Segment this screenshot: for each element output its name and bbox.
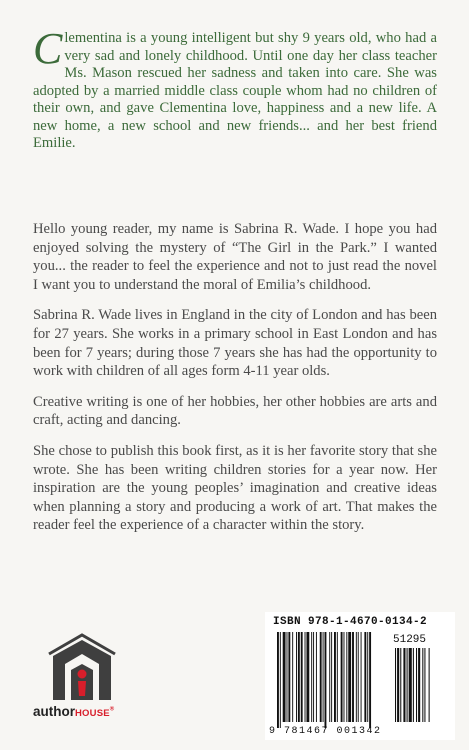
barcode-addon-bar — [409, 648, 412, 722]
isbn-number: ISBN 978-1-4670-0134-2 — [273, 616, 428, 628]
publisher-logo — [33, 630, 148, 725]
barcode-addon-bar — [418, 648, 420, 722]
barcode-bar — [316, 632, 317, 722]
barcode-bar — [296, 632, 297, 722]
bio-paragraph: Hello young reader, my name is Sabrina R. Wade. I hope you had enjoyed solving the mystery of “The Girl in the Park.” I wanted you... the reader to feel the experience and not to just read the novel I want you to understand the moral of Emilia’s childhood. — [33, 221, 437, 293]
barcode-addon-bar — [395, 648, 396, 722]
barcode-bar — [337, 632, 338, 722]
publisher-wordmark — [33, 704, 114, 719]
barcode-addon-bar — [403, 648, 405, 722]
barcode-bar — [301, 632, 303, 722]
registered-mark: ® — [109, 706, 115, 713]
bio-paragraph: She chose to publish this book first, as it is her favorite story that she wrote. She has been writing children stories for a year now. Her inspiration are the young peoples’ imagination and creative ideas when planning a story and producing a work of art. That makes the reader feel the experience of a character within the story. — [33, 442, 437, 534]
barcode-bar — [356, 632, 357, 722]
barcode-bar — [298, 632, 300, 722]
barcode-bar — [313, 632, 314, 722]
barcode-bar — [367, 632, 368, 722]
barcode-bar — [329, 632, 330, 722]
barcode-bar — [287, 632, 288, 722]
barcode-bar — [323, 632, 324, 722]
barcode-bar — [277, 632, 279, 728]
barcode-bar — [331, 632, 332, 722]
barcode-bar — [305, 632, 306, 722]
barcode-bar — [358, 632, 359, 722]
bio-paragraph: Sabrina R. Wade lives in England in the city of London and has been for 27 years. She works in a primary school in East London and has been for 7 years; during those 7 years she has had the opportunity to work with children of all ages form 4-11 year olds. — [33, 307, 437, 380]
publisher-name-author: author — [33, 704, 75, 719]
barcode-addon-bar — [407, 648, 408, 722]
barcode-addon-bar — [400, 648, 401, 722]
barcode-addon-bar — [429, 648, 430, 722]
barcode-bar — [334, 632, 336, 722]
barcode-addon-bar — [424, 648, 425, 722]
author-bio — [33, 220, 437, 547]
barcode-bar — [283, 632, 286, 722]
barcode-addon-bar — [416, 648, 417, 722]
barcode-bar — [320, 632, 322, 722]
barcode-addon-bar — [397, 648, 399, 722]
barcode-bar — [346, 632, 347, 722]
barcode-area — [265, 612, 455, 740]
ean-digits: 9 781467 001342 — [269, 726, 382, 737]
barcode-bar — [364, 632, 366, 722]
author-house-icon — [47, 630, 117, 704]
bio-paragraph: Creative writing is one of her hobbies, her other hobbies are arts and craft, acting and dancing. — [33, 393, 437, 429]
barcode-bar — [311, 632, 312, 722]
drop-cap: C — [33, 24, 63, 73]
barcode-bar — [352, 632, 354, 722]
barcode-bar — [348, 632, 351, 722]
barcode-addon-bar — [413, 648, 414, 722]
barcode-bar — [361, 632, 362, 722]
barcode-bars — [265, 612, 455, 740]
barcode-bar — [344, 632, 345, 722]
barcode-bar — [341, 632, 343, 722]
barcode-bar — [306, 632, 309, 722]
publisher-name-house: HOUSE — [75, 708, 110, 719]
barcode-bar — [369, 632, 371, 728]
barcode-bar — [325, 632, 327, 728]
barcode-bar — [280, 632, 281, 728]
blurb-text: lementina is a young intelligent but shy 9 years old, who had a very sad and lonely childhood. Until one day her class teacher Ms. Mason rescued her sadness and taken into care. She was adopted by a married middle class couple whom had no children of their own, and gave Clementina love, happiness and a new life. A new home, a new school and new friends... and her best friend Emilie. — [33, 30, 437, 151]
barcode-bar — [288, 632, 290, 722]
barcode-bar — [292, 632, 293, 722]
back-cover-blurb — [33, 24, 437, 153]
price-code: 51295 — [393, 634, 427, 646]
barcode-addon-bar — [422, 648, 423, 722]
